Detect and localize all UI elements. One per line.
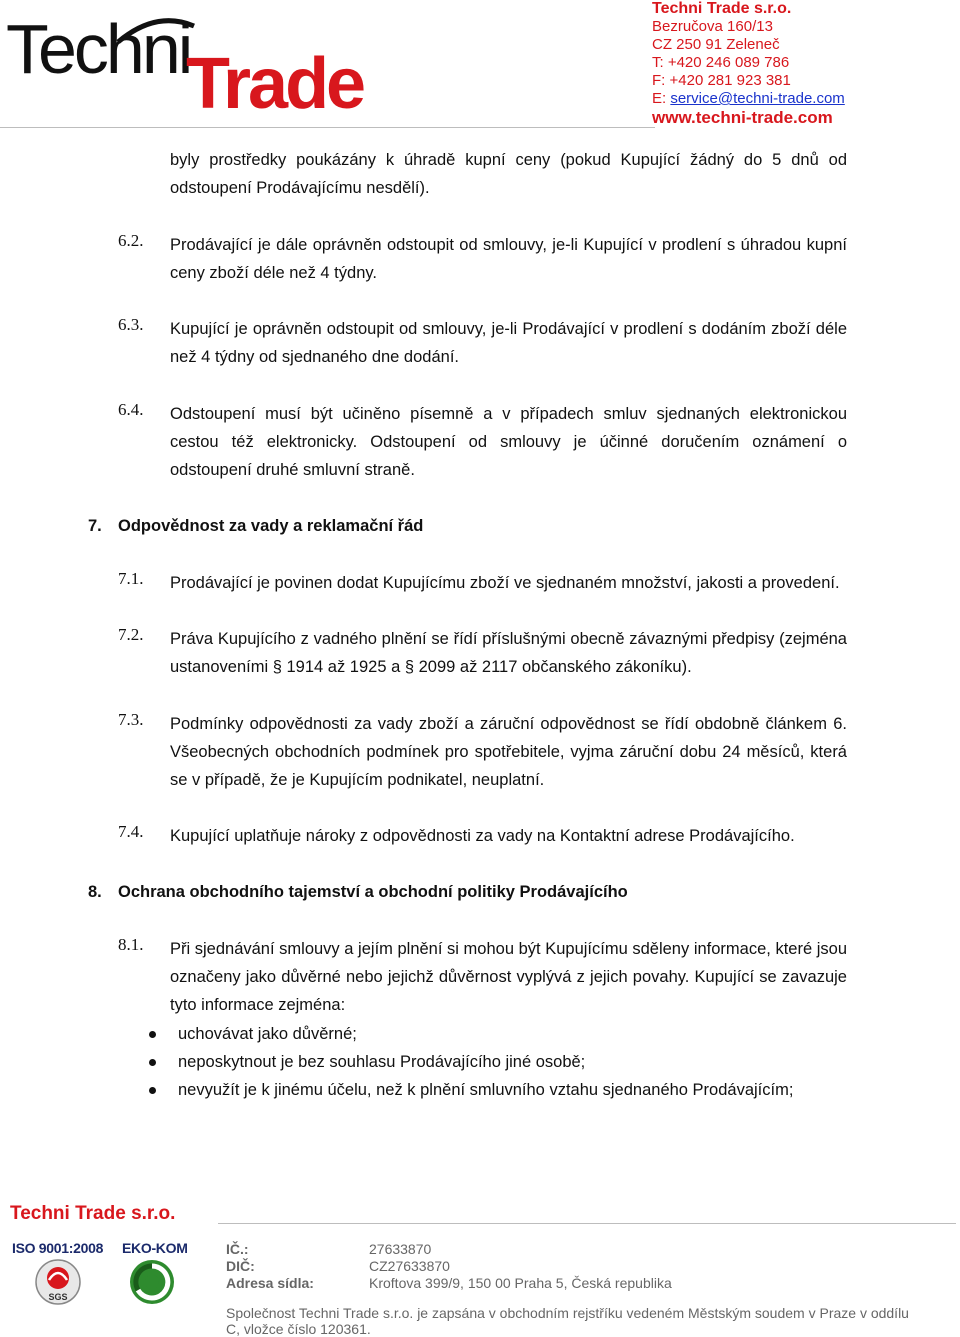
paragraph-text: Práva Kupujícího z vadného plnění se řídí příslušnými obecně závaznými předpisy (zejména ustanoveními § 1914 až 1925 a § 2099 až 2117 občanského zákoníku). — [170, 629, 847, 677]
paragraph-number: 7.4. — [118, 822, 144, 842]
company-registration-table — [226, 1241, 672, 1292]
cert-ekokom-label: EKO-KOM — [122, 1240, 188, 1256]
dic-label: DIČ: — [226, 1258, 255, 1274]
paragraph-7-3 — [0, 710, 960, 795]
section-title: Ochrana obchodního tajemství a obchodní politiky Prodávajícího — [118, 882, 628, 901]
contact-address-line1: Bezručova 160/13 — [652, 18, 773, 35]
paragraph-number: 7.3. — [118, 709, 144, 729]
section-heading-8 — [0, 878, 960, 906]
paragraph-number: 7.2. — [118, 624, 144, 644]
paragraph-text: Prodávající je povinen dodat Kupujícímu zboží ve sjednaném množství, jakosti a provedení. — [170, 573, 840, 592]
paragraph-6-3 — [0, 315, 960, 372]
paragraph-6-2 — [0, 231, 960, 288]
section-title: Odpovědnost za vady a reklamační řád — [118, 516, 424, 535]
sgs-certification-badge-icon — [34, 1258, 82, 1306]
address-value: Kroftova 399/9, 150 00 Praha 5, Česká republika — [369, 1275, 672, 1291]
list-item: neposkytnout je bez souhlasu Prodávajícího jiné osobě; — [178, 1048, 847, 1076]
paragraph-text: byly prostředky poukázány k úhradě kupní ceny (pokud Kupující žádný do 5 dnů od odstoupení Prodávajícímu nesdělí). — [170, 151, 847, 198]
paragraph-number: 6.2. — [118, 230, 144, 250]
contact-email-row — [652, 90, 952, 108]
contact-address-line2: CZ 250 91 Zeleneč — [652, 36, 780, 53]
section-number: 7. — [88, 516, 102, 535]
contact-email-prefix: E: — [652, 90, 671, 107]
footer-registration-note: Společnost Techni Trade s.r.o. je zapsána v obchodním rejstříku vedeném Městským soudem v Praze v oddílu C, vložce číslo 120361. — [226, 1305, 909, 1337]
contact-website[interactable]: www.techni-trade.com — [652, 108, 833, 127]
paragraph-6-1-continuation — [0, 146, 960, 203]
contact-email-link[interactable]: service@techni-trade.com — [670, 90, 845, 107]
footer-divider — [218, 1223, 956, 1224]
paragraph-6-4 — [0, 400, 960, 485]
company-logo — [6, 10, 364, 124]
paragraph-number: 6.3. — [118, 315, 144, 335]
logo-word-techni: Techni — [6, 10, 191, 88]
registration-row-ic — [226, 1241, 672, 1258]
contact-company: Techni Trade s.r.o. — [652, 0, 792, 17]
paragraph-7-2 — [0, 625, 960, 682]
ekokom-recycle-badge-icon — [128, 1258, 176, 1306]
contact-block — [652, 0, 952, 127]
paragraph-7-4 — [0, 822, 960, 850]
logo-word-trade: Trade — [186, 44, 364, 124]
badge-sgs-text: SGS — [48, 1292, 68, 1302]
paragraph-text: Podmínky odpovědnosti za vady zboží a záruční odpovědnost se řídí obdobně článkem 6. Všeobecných obchodních podmínek pro spotřebitele, vyjma záruční dobu 24 měsíců, která se v případě, že je Kupujícím podnikatel, neuplatní. — [170, 714, 847, 790]
header-divider — [0, 127, 655, 128]
ic-value: 27633870 — [369, 1241, 432, 1257]
list-item: nevyužít je k jinému účelu, než k plnění smluvního vztahu sjednaného Prodávajícím; — [178, 1076, 847, 1104]
paragraph-number: 6.4. — [118, 399, 144, 419]
paragraph-text: Kupující uplatňuje nároky z odpovědnosti za vady na Kontaktní adrese Prodávajícího. — [170, 827, 795, 846]
contact-fax: F: +420 281 923 381 — [652, 72, 791, 89]
paragraph-8-1 — [0, 935, 960, 1020]
section-number: 8. — [88, 882, 102, 901]
dic-value: CZ27633870 — [369, 1258, 450, 1274]
paragraph-text: Při sjednávání smlouvy a jejím plnění si mohou být Kupujícímu sděleny informace, které jsou označeny jako důvěrné nebo jejichž důvěrnost vyplývá z jejich povahy. Kupující se zavazuje tyto informace zejména: — [170, 939, 847, 1015]
obligations-list — [0, 1020, 960, 1105]
paragraph-text: Odstoupení musí být učiněno písemně a v případech smluv sjednaných elektronickou cestou též elektronicky. Odstoupení od smlouvy je účinné doručením oznámení o odstoupení druhé smluvní straně. — [170, 404, 847, 480]
paragraph-number: 8.1. — [118, 934, 144, 954]
section-heading-7 — [0, 512, 960, 540]
paragraph-number: 7.1. — [118, 568, 144, 588]
address-label: Adresa sídla: — [226, 1275, 314, 1291]
paragraph-text: Kupující je oprávněn odstoupit od smlouvy, je-li Prodávající v prodlení s dodáním zboží déle než 4 týdny od sjednaného dne dodání. — [170, 320, 847, 367]
registration-row-dic — [226, 1258, 672, 1275]
list-item: uchovávat jako důvěrné; — [178, 1020, 847, 1048]
cert-iso-label: ISO 9001:2008 — [12, 1240, 104, 1256]
registration-row-address — [226, 1275, 672, 1292]
paragraph-7-1 — [0, 569, 960, 597]
document-body — [0, 146, 960, 1105]
contact-phone: T: +420 246 089 786 — [652, 54, 790, 71]
footer-brand: Techni Trade s.r.o. — [10, 1203, 176, 1224]
paragraph-text: Prodávající je dále oprávněn odstoupit od smlouvy, je-li Kupující v prodlení s úhradou kupní ceny zboží déle než 4 týdny. — [170, 235, 847, 282]
ic-label: IČ.: — [226, 1241, 249, 1257]
